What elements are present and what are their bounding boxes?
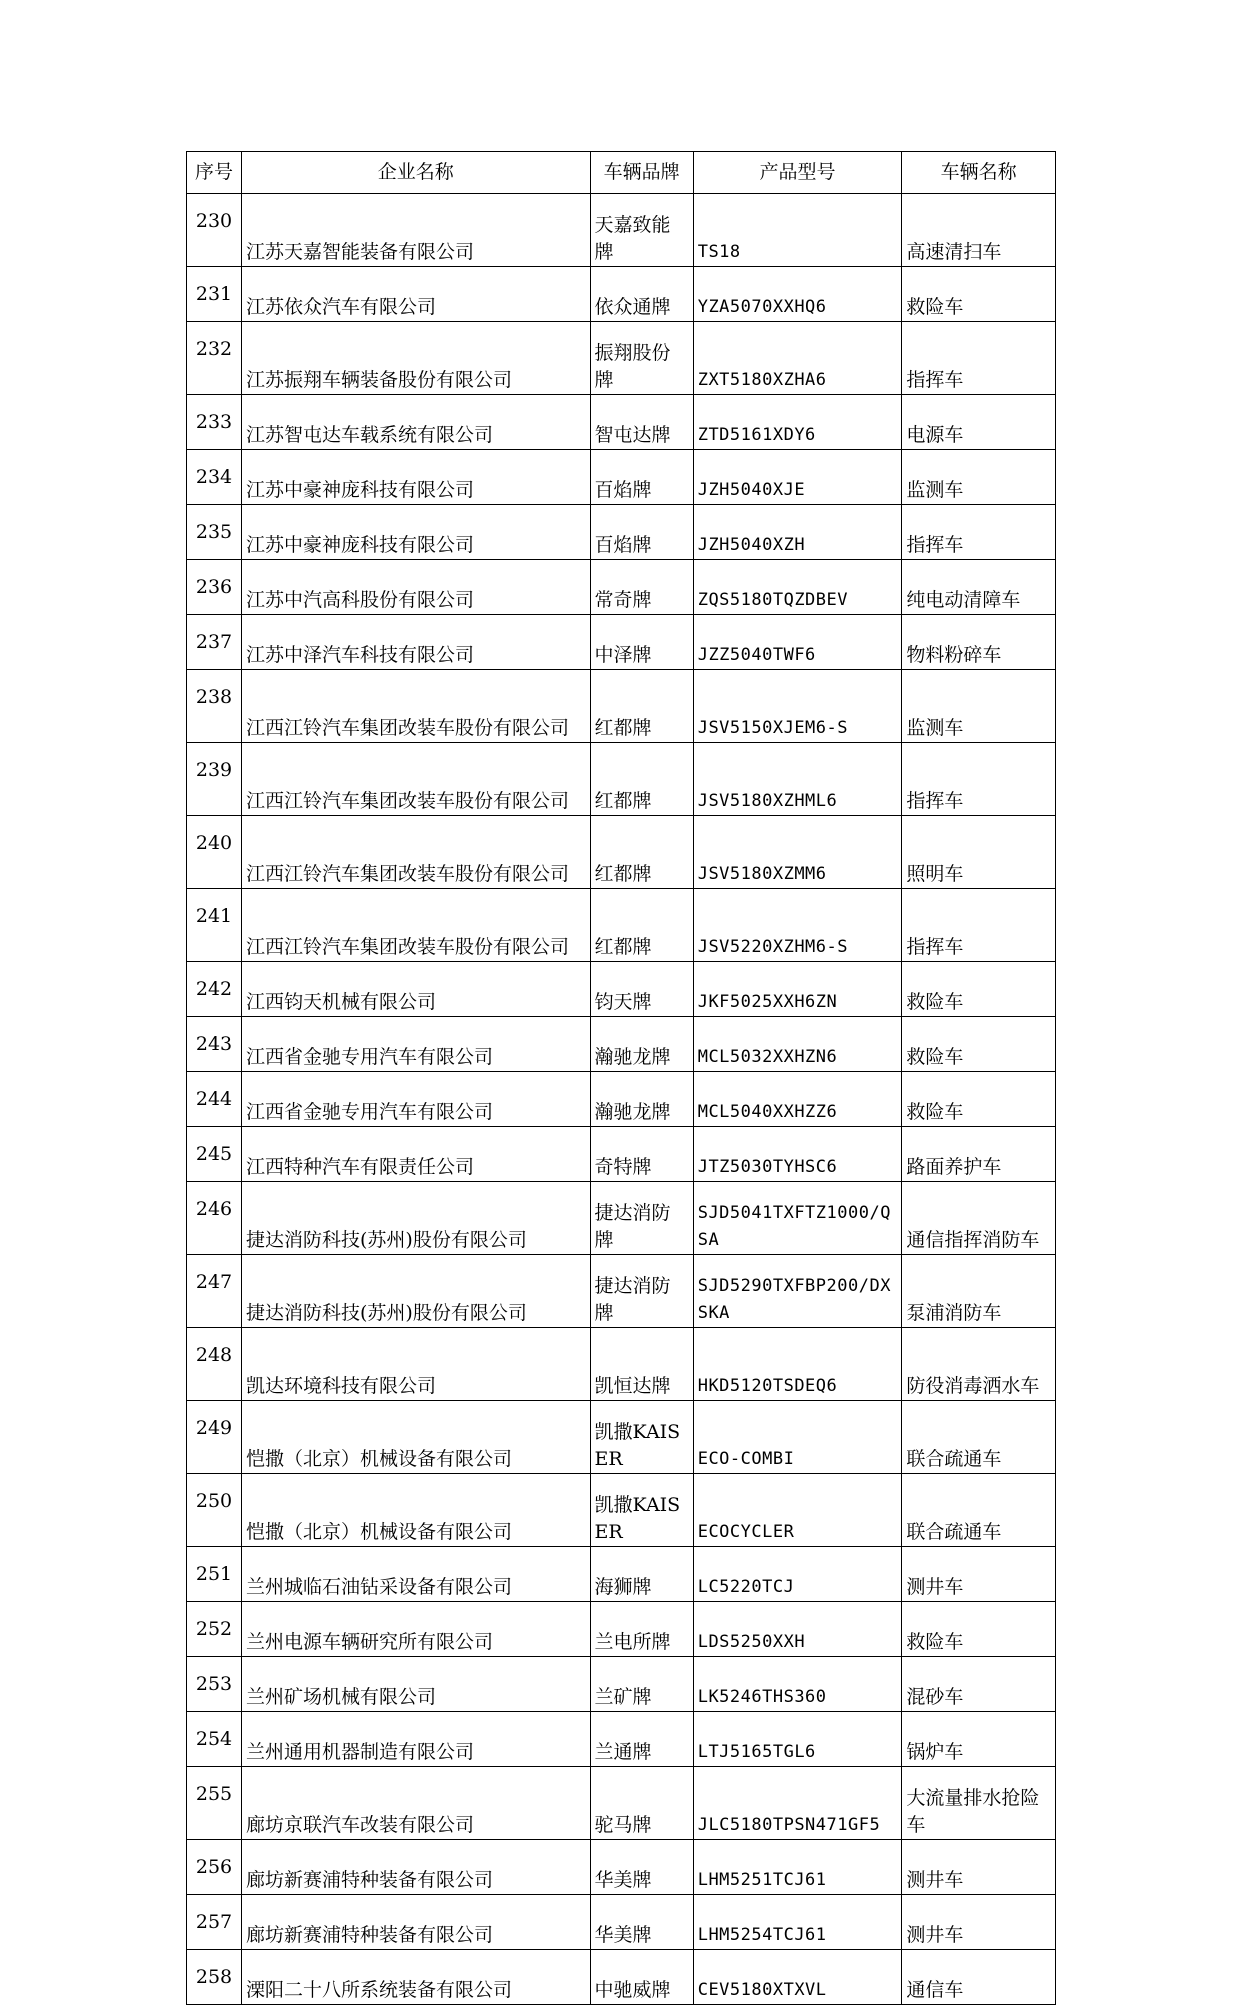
cell-brand: 捷达消防牌 [590, 1255, 693, 1328]
cell-vehicle: 物料粉碎车 [902, 615, 1056, 670]
cell-brand: 瀚驰龙牌 [590, 1017, 693, 1072]
table-row [187, 450, 1056, 505]
header-model: 产品型号 [693, 152, 902, 194]
cell-model: SJD5290TXFBP200/DXSKA [693, 1255, 902, 1328]
cell-company: 江苏中汽高科股份有限公司 [242, 560, 591, 615]
cell-brand: 红都牌 [590, 816, 693, 889]
cell-vehicle: 指挥车 [902, 889, 1056, 962]
cell-company: 江苏依众汽车有限公司 [242, 267, 591, 322]
cell-seq: 230 [187, 194, 242, 267]
cell-brand: 凯撒KAISER [590, 1401, 693, 1474]
cell-vehicle: 测井车 [902, 1895, 1056, 1950]
cell-seq: 240 [187, 816, 242, 889]
cell-company: 江西钧天机械有限公司 [242, 962, 591, 1017]
table-row [187, 1657, 1056, 1712]
cell-company: 兰州通用机器制造有限公司 [242, 1712, 591, 1767]
cell-company: 江西江铃汽车集团改装车股份有限公司 [242, 670, 591, 743]
cell-seq: 245 [187, 1127, 242, 1182]
cell-company: 江西特种汽车有限责任公司 [242, 1127, 591, 1182]
cell-seq: 244 [187, 1072, 242, 1127]
cell-model: JSV5180XZMM6 [693, 816, 902, 889]
cell-vehicle: 救险车 [902, 267, 1056, 322]
vehicle-table [186, 151, 1056, 2005]
cell-vehicle: 监测车 [902, 670, 1056, 743]
cell-seq: 255 [187, 1767, 242, 1840]
table-row [187, 1547, 1056, 1602]
cell-model: CEV5180XTXVL [693, 1950, 902, 2005]
cell-model: LTJ5165TGL6 [693, 1712, 902, 1767]
cell-brand: 振翔股份牌 [590, 322, 693, 395]
table-row [187, 194, 1056, 267]
cell-company: 恺撒（北京）机械设备有限公司 [242, 1401, 591, 1474]
cell-seq: 252 [187, 1602, 242, 1657]
cell-vehicle: 混砂车 [902, 1657, 1056, 1712]
table-row [187, 816, 1056, 889]
cell-vehicle: 监测车 [902, 450, 1056, 505]
cell-model: ECO-COMBI [693, 1401, 902, 1474]
cell-model: JKF5025XXH6ZN [693, 962, 902, 1017]
cell-company: 凯达环境科技有限公司 [242, 1328, 591, 1401]
cell-company: 兰州电源车辆研究所有限公司 [242, 1602, 591, 1657]
table-row [187, 1712, 1056, 1767]
cell-brand: 红都牌 [590, 889, 693, 962]
table-row [187, 1767, 1056, 1840]
cell-seq: 233 [187, 395, 242, 450]
header-brand: 车辆品牌 [590, 152, 693, 194]
cell-company: 江苏中豪神庞科技有限公司 [242, 450, 591, 505]
table-row [187, 505, 1056, 560]
cell-brand: 红都牌 [590, 743, 693, 816]
table-row [187, 1840, 1056, 1895]
cell-model: LHM5254TCJ61 [693, 1895, 902, 1950]
cell-vehicle: 照明车 [902, 816, 1056, 889]
table-row [187, 1950, 1056, 2005]
cell-brand: 海狮牌 [590, 1547, 693, 1602]
cell-brand: 华美牌 [590, 1895, 693, 1950]
cell-seq: 258 [187, 1950, 242, 2005]
cell-seq: 238 [187, 670, 242, 743]
cell-company: 捷达消防科技(苏州)股份有限公司 [242, 1182, 591, 1255]
table-row [187, 1328, 1056, 1401]
cell-brand: 兰矿牌 [590, 1657, 693, 1712]
cell-brand: 瀚驰龙牌 [590, 1072, 693, 1127]
cell-vehicle: 联合疏通车 [902, 1401, 1056, 1474]
cell-model: JLC5180TPSN471GF5 [693, 1767, 902, 1840]
cell-vehicle: 救险车 [902, 1017, 1056, 1072]
cell-seq: 249 [187, 1401, 242, 1474]
cell-vehicle: 指挥车 [902, 322, 1056, 395]
cell-company: 廊坊新赛浦特种装备有限公司 [242, 1840, 591, 1895]
cell-model: JZZ5040TWF6 [693, 615, 902, 670]
cell-seq: 231 [187, 267, 242, 322]
cell-vehicle: 锅炉车 [902, 1712, 1056, 1767]
cell-brand: 百焰牌 [590, 505, 693, 560]
cell-seq: 246 [187, 1182, 242, 1255]
table-row [187, 1474, 1056, 1547]
cell-brand: 中驰威牌 [590, 1950, 693, 2005]
cell-vehicle: 救险车 [902, 1072, 1056, 1127]
cell-vehicle: 指挥车 [902, 505, 1056, 560]
cell-company: 江苏智屯达车载系统有限公司 [242, 395, 591, 450]
cell-vehicle: 救险车 [902, 1602, 1056, 1657]
cell-model: JZH5040XZH [693, 505, 902, 560]
table-row [187, 1255, 1056, 1328]
cell-model: HKD5120TSDEQ6 [693, 1328, 902, 1401]
cell-seq: 254 [187, 1712, 242, 1767]
cell-brand: 钧天牌 [590, 962, 693, 1017]
cell-vehicle: 大流量排水抢险车 [902, 1767, 1056, 1840]
cell-company: 江苏天嘉智能装备有限公司 [242, 194, 591, 267]
cell-vehicle: 泵浦消防车 [902, 1255, 1056, 1328]
table-row [187, 1017, 1056, 1072]
cell-model: LHM5251TCJ61 [693, 1840, 902, 1895]
cell-model: MCL5040XXHZZ6 [693, 1072, 902, 1127]
table-row [187, 322, 1056, 395]
cell-company: 江西江铃汽车集团改装车股份有限公司 [242, 889, 591, 962]
table-row [187, 1182, 1056, 1255]
cell-seq: 243 [187, 1017, 242, 1072]
cell-brand: 依众通牌 [590, 267, 693, 322]
header-vehicle: 车辆名称 [902, 152, 1056, 194]
cell-company: 捷达消防科技(苏州)股份有限公司 [242, 1255, 591, 1328]
cell-company: 兰州矿场机械有限公司 [242, 1657, 591, 1712]
cell-model: ECOCYCLER [693, 1474, 902, 1547]
cell-brand: 百焰牌 [590, 450, 693, 505]
table-row [187, 267, 1056, 322]
cell-model: MCL5032XXHZN6 [693, 1017, 902, 1072]
table-row [187, 1895, 1056, 1950]
cell-vehicle: 路面养护车 [902, 1127, 1056, 1182]
cell-company: 江西江铃汽车集团改装车股份有限公司 [242, 816, 591, 889]
header-seq: 序号 [187, 152, 242, 194]
table-row [187, 889, 1056, 962]
cell-vehicle: 通信指挥消防车 [902, 1182, 1056, 1255]
table-row [187, 615, 1056, 670]
cell-brand: 兰电所牌 [590, 1602, 693, 1657]
cell-model: LC5220TCJ [693, 1547, 902, 1602]
cell-brand: 奇特牌 [590, 1127, 693, 1182]
cell-seq: 235 [187, 505, 242, 560]
cell-company: 溧阳二十八所系统装备有限公司 [242, 1950, 591, 2005]
cell-company: 江西江铃汽车集团改装车股份有限公司 [242, 743, 591, 816]
cell-vehicle: 高速清扫车 [902, 194, 1056, 267]
cell-seq: 251 [187, 1547, 242, 1602]
cell-brand: 天嘉致能牌 [590, 194, 693, 267]
cell-brand: 捷达消防牌 [590, 1182, 693, 1255]
cell-model: ZTD5161XDY6 [693, 395, 902, 450]
cell-seq: 234 [187, 450, 242, 505]
cell-model: JSV5220XZHM6-S [693, 889, 902, 962]
cell-vehicle: 纯电动清障车 [902, 560, 1056, 615]
table-row [187, 743, 1056, 816]
cell-seq: 241 [187, 889, 242, 962]
cell-brand: 驼马牌 [590, 1767, 693, 1840]
cell-model: LDS5250XXH [693, 1602, 902, 1657]
cell-brand: 红都牌 [590, 670, 693, 743]
cell-model: JSV5150XJEM6-S [693, 670, 902, 743]
cell-brand: 凯撒KAISER [590, 1474, 693, 1547]
cell-seq: 236 [187, 560, 242, 615]
cell-seq: 237 [187, 615, 242, 670]
table-row [187, 962, 1056, 1017]
cell-vehicle: 测井车 [902, 1840, 1056, 1895]
cell-brand: 兰通牌 [590, 1712, 693, 1767]
cell-vehicle: 指挥车 [902, 743, 1056, 816]
cell-seq: 248 [187, 1328, 242, 1401]
cell-seq: 239 [187, 743, 242, 816]
table-row [187, 560, 1056, 615]
cell-model: YZA5070XXHQ6 [693, 267, 902, 322]
cell-model: ZQS5180TQZDBEV [693, 560, 902, 615]
table-row [187, 395, 1056, 450]
cell-company: 兰州城临石油钻采设备有限公司 [242, 1547, 591, 1602]
table-row [187, 1127, 1056, 1182]
cell-seq: 250 [187, 1474, 242, 1547]
cell-vehicle: 电源车 [902, 395, 1056, 450]
cell-vehicle: 测井车 [902, 1547, 1056, 1602]
table-row [187, 1072, 1056, 1127]
cell-brand: 凯恒达牌 [590, 1328, 693, 1401]
cell-brand: 华美牌 [590, 1840, 693, 1895]
cell-company: 江苏振翔车辆装备股份有限公司 [242, 322, 591, 395]
cell-seq: 242 [187, 962, 242, 1017]
cell-model: JSV5180XZHML6 [693, 743, 902, 816]
cell-company: 恺撒（北京）机械设备有限公司 [242, 1474, 591, 1547]
cell-brand: 常奇牌 [590, 560, 693, 615]
cell-company: 廊坊京联汽车改装有限公司 [242, 1767, 591, 1840]
cell-brand: 中泽牌 [590, 615, 693, 670]
cell-vehicle: 救险车 [902, 962, 1056, 1017]
cell-company: 江西省金驰专用汽车有限公司 [242, 1017, 591, 1072]
cell-seq: 232 [187, 322, 242, 395]
cell-vehicle: 防役消毒洒水车 [902, 1328, 1056, 1401]
cell-company: 江西省金驰专用汽车有限公司 [242, 1072, 591, 1127]
cell-model: ZXT5180XZHA6 [693, 322, 902, 395]
cell-vehicle: 通信车 [902, 1950, 1056, 2005]
table-row [187, 670, 1056, 743]
cell-vehicle: 联合疏通车 [902, 1474, 1056, 1547]
table-header-row [187, 152, 1056, 194]
cell-seq: 253 [187, 1657, 242, 1712]
cell-model: SJD5041TXFTZ1000/QSA [693, 1182, 902, 1255]
table-row [187, 1401, 1056, 1474]
table-row [187, 1602, 1056, 1657]
cell-seq: 247 [187, 1255, 242, 1328]
cell-model: TS18 [693, 194, 902, 267]
cell-company: 廊坊新赛浦特种装备有限公司 [242, 1895, 591, 1950]
cell-model: LK5246THS360 [693, 1657, 902, 1712]
cell-company: 江苏中泽汽车科技有限公司 [242, 615, 591, 670]
table-body [187, 194, 1056, 2005]
header-company: 企业名称 [242, 152, 591, 194]
cell-brand: 智屯达牌 [590, 395, 693, 450]
cell-seq: 256 [187, 1840, 242, 1895]
cell-model: JZH5040XJE [693, 450, 902, 505]
cell-seq: 257 [187, 1895, 242, 1950]
cell-model: JTZ5030TYHSC6 [693, 1127, 902, 1182]
cell-company: 江苏中豪神庞科技有限公司 [242, 505, 591, 560]
